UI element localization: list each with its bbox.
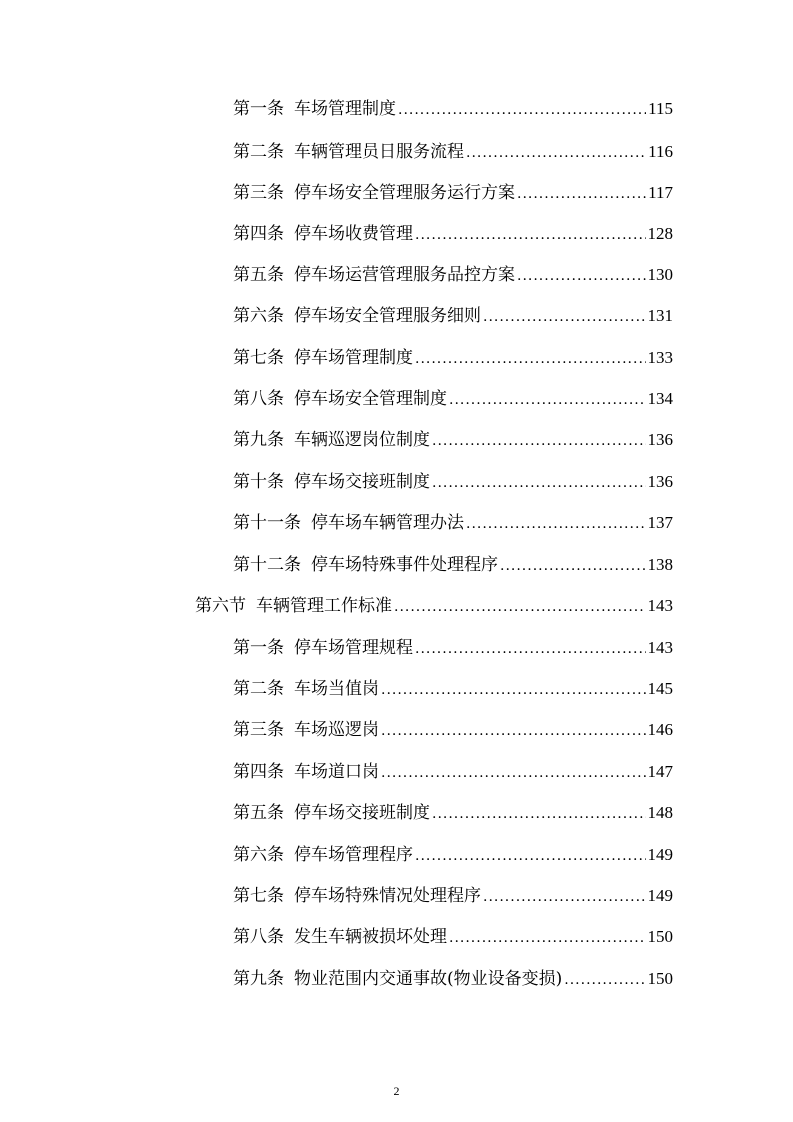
entry-title: 停车场安全管理服务细则	[294, 306, 481, 326]
toc-entry	[233, 345, 673, 371]
dot-leader	[432, 470, 646, 496]
entry-label: 第七条	[233, 348, 284, 368]
toc-entry	[233, 303, 673, 329]
entry-title: 停车场管理程序	[294, 845, 413, 865]
toc-entry	[233, 139, 673, 165]
entry-title: 物业范围内交通事故(物业设备变损)	[294, 969, 563, 989]
entry-label: 第一条	[233, 99, 284, 119]
dot-leader	[415, 843, 646, 869]
entry-label: 第三条	[233, 720, 284, 740]
entry-page-number: 147	[647, 762, 673, 781]
entry-label: 第十二条	[233, 555, 301, 575]
section-title: 车辆管理工作标准	[256, 596, 392, 616]
entry-title: 车场当值岗	[294, 679, 379, 699]
entry-page-number: 150	[647, 969, 673, 988]
entry-label: 第二条	[233, 142, 284, 162]
toc-section-entry	[195, 593, 673, 619]
dot-leader	[432, 428, 646, 454]
toc-entry	[233, 676, 673, 702]
entry-label: 第六条	[233, 306, 284, 326]
dot-leader	[398, 97, 646, 123]
entry-title: 车辆巡逻岗位制度	[294, 430, 430, 450]
entry-page-number: 131	[647, 306, 673, 325]
entry-title: 停车场特殊情况处理程序	[294, 886, 481, 906]
dot-leader	[415, 636, 646, 662]
dot-leader	[466, 511, 646, 537]
section-label: 第六节	[195, 596, 246, 616]
toc-entry	[233, 386, 673, 412]
entry-page-number: 143	[647, 596, 673, 615]
entry-title: 停车场管理制度	[294, 348, 413, 368]
dot-leader	[500, 553, 646, 579]
toc-entry	[233, 635, 673, 661]
entry-title: 停车场收费管理	[294, 224, 413, 244]
toc-entry	[233, 510, 673, 536]
dot-leader	[432, 801, 646, 827]
toc-entry	[233, 883, 673, 909]
entry-label: 第二条	[233, 679, 284, 699]
entry-title: 停车场安全管理制度	[294, 389, 447, 409]
entry-page-number: 146	[647, 720, 673, 739]
entry-label: 第六条	[233, 845, 284, 865]
entry-title: 车场道口岗	[294, 762, 379, 782]
toc-entry	[233, 717, 673, 743]
entry-label: 第一条	[233, 638, 284, 658]
entry-title: 停车场车辆管理办法	[311, 513, 464, 533]
entry-title: 停车场交接班制度	[294, 803, 430, 823]
entry-page-number: 149	[647, 886, 673, 905]
toc-entry	[233, 966, 673, 992]
entry-page-number: 136	[647, 430, 673, 449]
entry-label: 第七条	[233, 886, 284, 906]
entry-page-number: 145	[647, 679, 673, 698]
entry-title: 车辆管理员日服务流程	[294, 142, 464, 162]
entry-page-number: 134	[647, 389, 673, 408]
entry-page-number: 130	[647, 265, 673, 284]
dot-leader	[517, 263, 646, 289]
entry-label: 第五条	[233, 803, 284, 823]
entry-title: 停车场运营管理服务品控方案	[294, 265, 515, 285]
entry-title: 车场巡逻岗	[294, 720, 379, 740]
toc-entry	[233, 262, 673, 288]
dot-leader	[449, 387, 646, 413]
entry-title: 停车场特殊事件处理程序	[311, 555, 498, 575]
toc-entry	[233, 427, 673, 453]
entry-page-number: 136	[647, 472, 673, 491]
dot-leader	[415, 346, 646, 372]
entry-label: 第十条	[233, 472, 284, 492]
dot-leader	[483, 884, 646, 910]
entry-page-number: 148	[647, 803, 673, 822]
entry-page-number: 115	[648, 99, 673, 118]
entry-label: 第九条	[233, 969, 284, 989]
dot-leader	[415, 222, 646, 248]
toc-entry	[233, 180, 673, 206]
toc-entry	[233, 221, 673, 247]
entry-page-number: 149	[647, 845, 673, 864]
entry-page-number: 143	[647, 638, 673, 657]
dot-leader	[381, 718, 646, 744]
toc-entry	[233, 469, 673, 495]
dot-leader	[466, 140, 646, 166]
entry-label: 第四条	[233, 762, 284, 782]
entry-page-number: 116	[648, 142, 673, 161]
entry-title: 停车场管理规程	[294, 638, 413, 658]
entry-page-number: 117	[648, 183, 673, 202]
dot-leader	[483, 304, 646, 330]
entry-page-number: 128	[647, 224, 673, 243]
entry-label: 第五条	[233, 265, 284, 285]
toc-entry	[233, 924, 673, 950]
page-number: 2	[393, 1084, 400, 1098]
dot-leader	[517, 181, 646, 207]
entry-title: 发生车辆被损坏处理	[294, 927, 447, 947]
entry-page-number: 137	[647, 513, 673, 532]
entry-label: 第九条	[233, 430, 284, 450]
toc-entry	[233, 96, 673, 122]
entry-label: 第四条	[233, 224, 284, 244]
entry-label: 第三条	[233, 183, 284, 203]
dot-leader	[449, 925, 646, 951]
entry-title: 停车场交接班制度	[294, 472, 430, 492]
dot-leader	[381, 760, 646, 786]
entry-title: 停车场安全管理服务运行方案	[294, 183, 515, 203]
entry-page-number: 133	[647, 348, 673, 367]
dot-leader	[394, 594, 646, 620]
entry-page-number: 138	[647, 555, 673, 574]
entry-label: 第八条	[233, 927, 284, 947]
dot-leader	[564, 967, 645, 993]
entry-label: 第十一条	[233, 513, 301, 533]
entry-label: 第八条	[233, 389, 284, 409]
toc-entry	[233, 800, 673, 826]
toc-entry	[233, 759, 673, 785]
toc-entry	[233, 842, 673, 868]
entry-page-number: 150	[647, 927, 673, 946]
dot-leader	[381, 677, 646, 703]
entry-title: 车场管理制度	[294, 99, 396, 119]
toc-entry	[233, 552, 673, 578]
